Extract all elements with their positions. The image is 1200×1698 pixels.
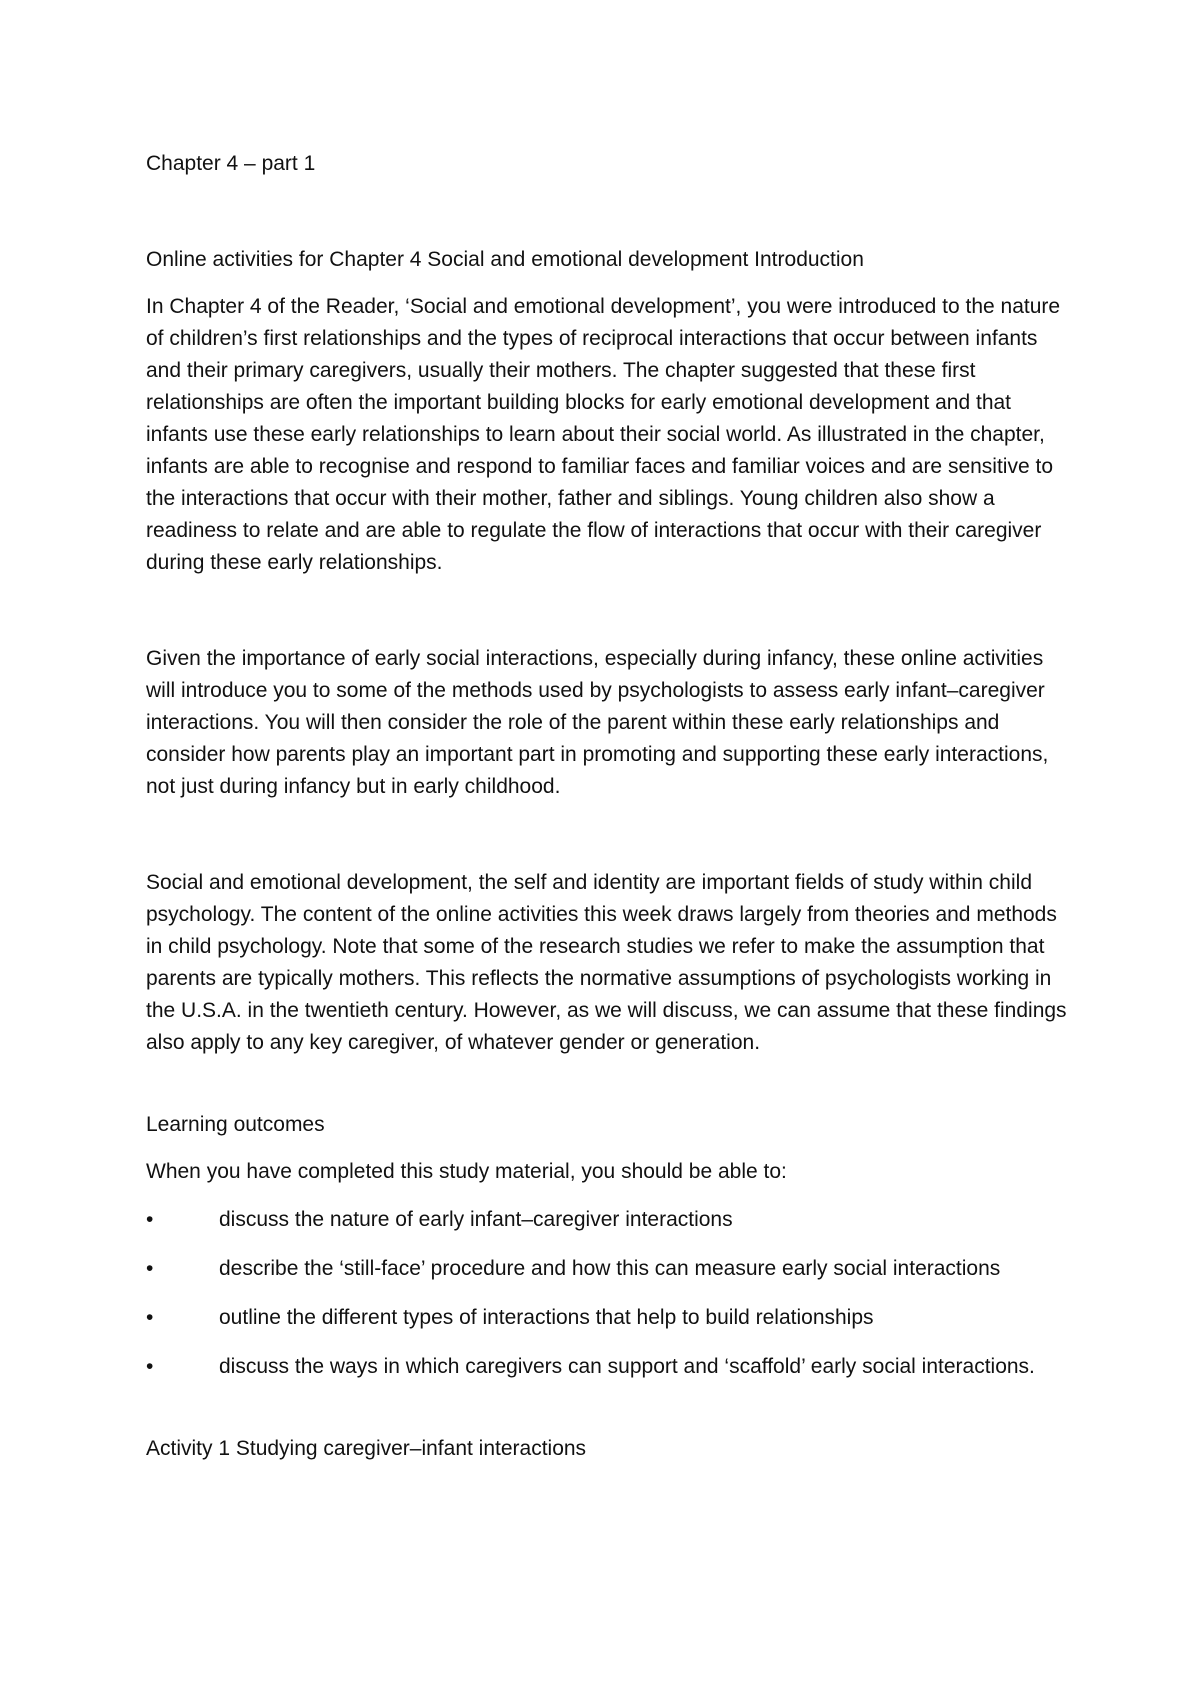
learning-outcome-item [146,1204,1076,1236]
learning-outcome-text: discuss the nature of early infant–caregiver interactions [219,1208,733,1231]
learning-outcome-text: discuss the ways in which caregivers can support and ‘scaffold’ early social interactions. [219,1355,1035,1378]
bullet-icon: • [146,1355,154,1378]
learning-outcome-item [146,1351,1076,1383]
methods-paragraph: Given the importance of early social interactions, especially during infancy, these online activities will introduce you to some of the methods used by psychologists to assess early infant–caregiver interactions. You will then consider the role of the parent within these early relationships and consider how parents play an important part in promoting and supporting these early interactions, not just during infancy but in early childhood. [146,647,1049,798]
context-paragraph: Social and emotional development, the self and identity are important fields of study within child psychology. The content of the online activities this week draws largely from theories and methods in child psychology. Note that some of the research studies we refer to make the assumption that parents are typically mothers. This reflects the normative assumptions of psychologists working in the U.S.A. in the twentieth century. However, as we will discuss, we can assume that these findings also apply to any key caregiver, of whatever gender or generation. [146,871,1067,1054]
intro-paragraph: In Chapter 4 of the Reader, ‘Social and emotional development’, you were introduced to the nature of children’s first relationships and the types of reciprocal interactions that occur between infants and their primary caregivers, usually their mothers. The chapter suggested that these first relationships are often the important building blocks for early emotional development and that infants use these early relationships to learn about their social world. As illustrated in the chapter, infants are able to recognise and respond to familiar faces and familiar voices and are sensitive to the interactions that occur with their mother, father and siblings. Young children also show a readiness to relate and are able to regulate the flow of interactions that occur with their caregiver during these early relationships. [146,295,1061,574]
learning-outcome-item [146,1302,1076,1334]
activity-heading: Activity 1 Studying caregiver–infant interactions [146,1437,587,1460]
bullet-icon: • [146,1208,154,1231]
intro-heading: Online activities for Chapter 4 Social and emotional development Introduction [146,248,864,271]
learning-outcome-item [146,1253,1076,1285]
learning-outcome-text: describe the ‘still-face’ procedure and how this can measure early social interactions [219,1257,1001,1280]
learning-outcomes-heading: Learning outcomes [146,1113,325,1136]
learning-outcome-text: outline the different types of interactions that help to build relationships [219,1306,874,1329]
chapter-title: Chapter 4 – part 1 [146,152,316,175]
learning-outcomes-intro: When you have completed this study material, you should be able to: [146,1160,787,1183]
bullet-icon: • [146,1306,154,1329]
document-body [146,148,1076,1480]
bullet-icon: • [146,1257,154,1280]
